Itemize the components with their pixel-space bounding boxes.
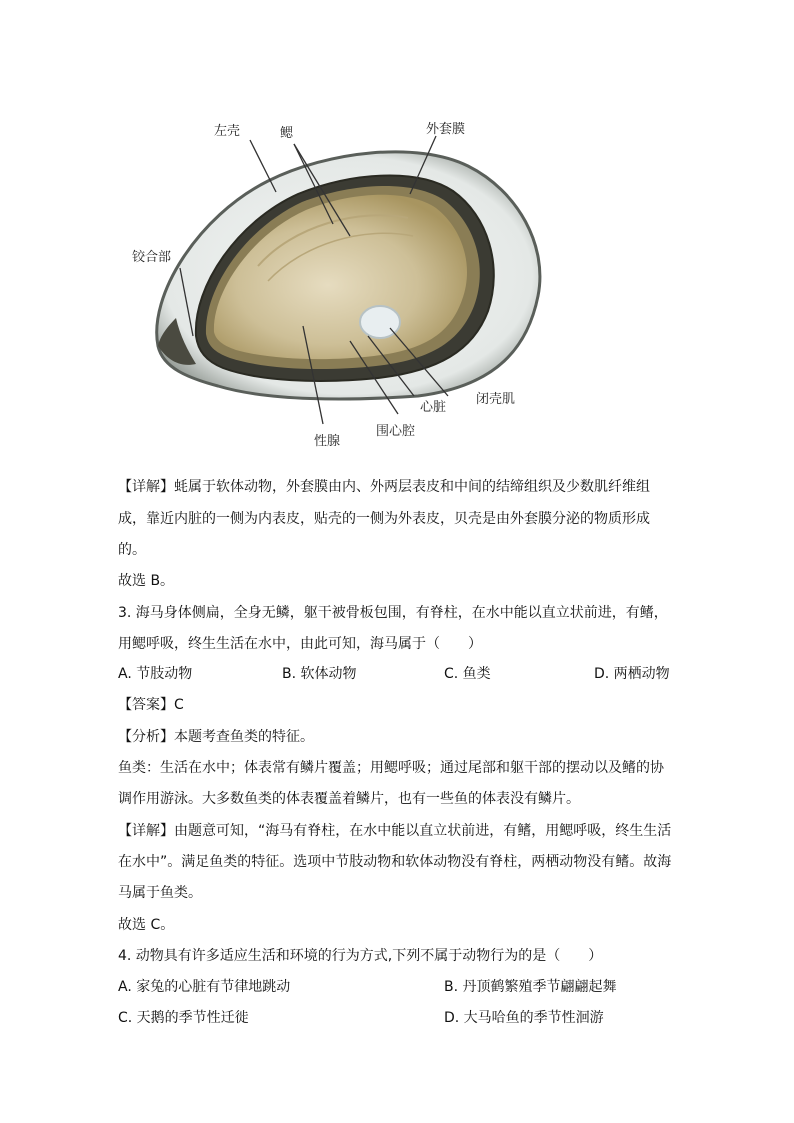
q2-detail-line2: 成，靠近内脏的一侧为内表皮，贴壳的一侧为外表皮，贝壳是由外套膜分泌的物质形成 [118,511,650,527]
q3-conclusion: 故选 C。 [118,917,175,933]
q3-option-c: C. 鱼类 [444,666,491,682]
q3-stem-line2: 用鳃呼吸，终生生活在水中，由此可知，海马属于（ ） [118,636,482,652]
q4-option-a: A. 家兔的心脏有节律地跳动 [118,979,291,995]
q2-detail-line1: 【详解】蚝属于软体动物，外套膜由内、外两层表皮和中间的结缔组织及少数肌纤维组 [118,479,650,495]
label-hinge: 铰合部 [132,250,172,265]
label-mantle: 外套膜 [426,122,466,137]
q2-conclusion: 故选 B。 [118,573,175,589]
q3-detail-line3: 马属于鱼类。 [118,885,202,901]
q3-option-d: D. 两栖动物 [594,666,670,682]
q3-option-b: B. 软体动物 [282,666,357,682]
q3-stem-line1: 3. 海马身体侧扁，全身无鳞，躯干被骨板包围，有脊柱，在水中能以直立状前进，有鳍， [118,605,668,621]
q3-analysis: 【分析】本题考查鱼类的特征。 [118,729,314,745]
q3-detail-line2: 在水中”。满足鱼类的特征。选项中节肢动物和软体动物没有脊柱，两栖动物没有鳍。故海 [118,854,672,870]
q4-option-d: D. 大马哈鱼的季节性洄游 [444,1010,604,1026]
label-left-shell: 左壳 [214,124,241,139]
q2-detail-line3: 的。 [118,542,146,558]
q4-option-b: B. 丹顶鹤繁殖季节翩翩起舞 [444,979,617,995]
q4-stem: 4. 动物具有许多适应生活和环境的行为方式,下列不属于动物行为的是（ ） [118,948,603,964]
label-pericardium: 围心腔 [376,424,416,439]
q4-option-c: C. 天鹅的季节性迁徙 [118,1010,249,1026]
q3-answer: 【答案】C [118,697,184,713]
q3-detail-line1: 【详解】由题意可知，“海马有脊柱，在水中能以直立状前进，有鳍，用鳃呼吸，终生生活 [118,823,672,839]
label-gonad: 性腺 [314,434,341,449]
q3-option-a: A. 节肢动物 [118,666,193,682]
q3-fish-line2: 调作用游泳。大多数鱼类的体表覆盖着鳞片，也有一些鱼的体表没有鳞片。 [118,791,580,807]
label-heart: 心脏 [420,400,447,415]
q3-fish-line1: 鱼类：生活在水中；体表常有鳞片覆盖；用鳃呼吸；通过尾部和躯干部的摆动以及鳍的协 [118,760,664,776]
label-adductor: 闭壳肌 [476,392,516,407]
oyster-anatomy-figure [118,96,558,452]
label-gill: 鳃 [280,126,294,141]
